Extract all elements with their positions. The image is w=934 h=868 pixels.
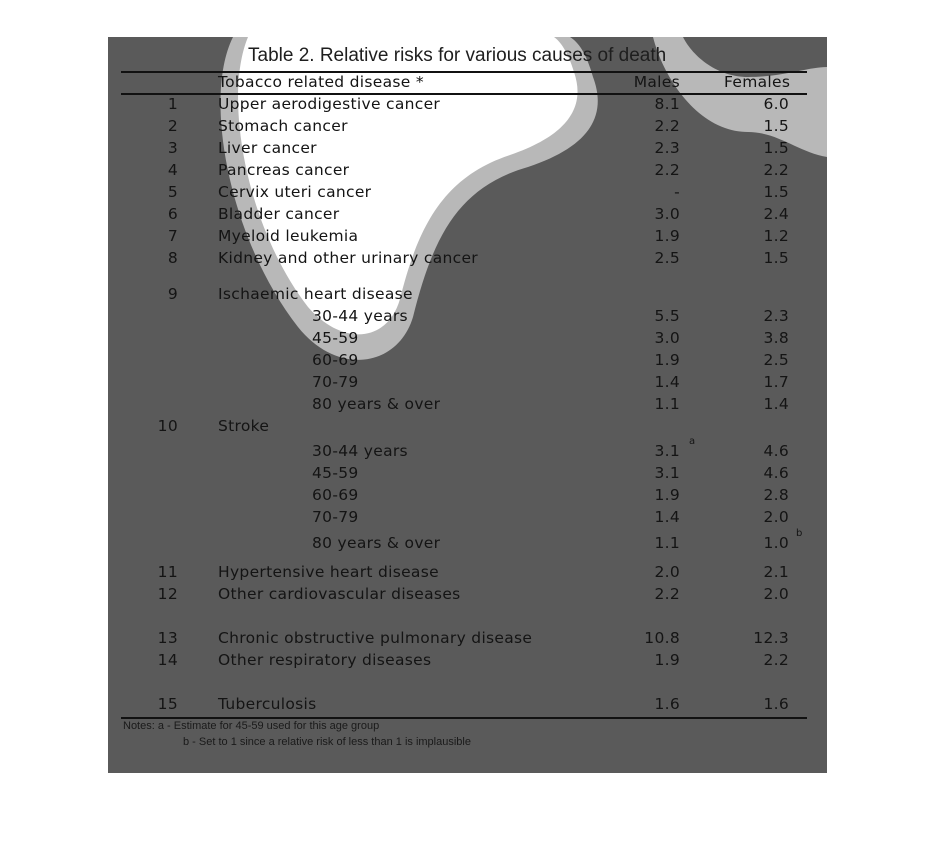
table-row xyxy=(108,563,827,585)
row-number: 15 xyxy=(157,695,178,713)
table-row xyxy=(108,436,827,464)
row-number: 8 xyxy=(167,249,178,267)
females-value: 1.5 xyxy=(763,117,789,135)
females-value: 1.6 xyxy=(763,695,789,713)
table-row xyxy=(108,373,827,395)
females-value: 3.8 xyxy=(763,329,789,347)
row-number: 11 xyxy=(157,563,178,581)
table-row xyxy=(108,508,827,530)
males-value: 2.5 xyxy=(654,249,680,267)
header-males: Males xyxy=(633,73,680,91)
row-age-group: 70-79 xyxy=(312,373,359,391)
males-value: - xyxy=(674,183,680,201)
males-value: 1.4 xyxy=(654,508,680,526)
row-age-group: 45-59 xyxy=(312,464,359,482)
males-value: 1.9 xyxy=(654,486,680,504)
row-label: Stomach cancer xyxy=(218,117,348,135)
males-value: 1.6 xyxy=(654,695,680,713)
row-label: Stroke xyxy=(218,417,270,435)
males-value: 8.1 xyxy=(654,95,680,113)
males-value: 10.8 xyxy=(644,629,680,647)
table-row xyxy=(108,183,827,205)
table-row xyxy=(108,464,827,486)
females-value: 4.6 xyxy=(763,464,789,482)
row-label: Myeloid leukemia xyxy=(218,227,359,245)
females-value: 1.5 xyxy=(763,183,789,201)
females-value: 1.2 xyxy=(763,227,789,245)
table-row xyxy=(108,395,827,417)
row-number: 12 xyxy=(157,585,178,603)
row-age-group: 80 years & over xyxy=(312,534,441,552)
row-number: 2 xyxy=(167,117,178,135)
table-row xyxy=(108,651,827,673)
females-value: 1.5 xyxy=(763,139,789,157)
row-label: Liver cancer xyxy=(218,139,317,157)
row-number: 4 xyxy=(167,161,178,179)
females-value: 1.7 xyxy=(763,373,789,391)
row-label: Ischaemic heart disease xyxy=(218,285,413,303)
females-value: 2.2 xyxy=(763,161,789,179)
row-number: 9 xyxy=(167,285,178,303)
females-value: 1.4 xyxy=(763,395,789,413)
table-row xyxy=(108,205,827,227)
table-row xyxy=(108,351,827,373)
males-value: 2.3 xyxy=(654,139,680,157)
row-label: Pancreas cancer xyxy=(218,161,350,179)
males-value: 3.0 xyxy=(654,329,680,347)
table-row xyxy=(108,285,827,307)
row-number: 7 xyxy=(167,227,178,245)
females-value: 2.8 xyxy=(763,486,789,504)
row-number: 10 xyxy=(157,417,178,435)
header-disease: Tobacco related disease * xyxy=(218,73,424,91)
row-label: Cervix uteri cancer xyxy=(218,183,372,201)
males-value: 2.2 xyxy=(654,117,680,135)
row-label: Kidney and other urinary cancer xyxy=(218,249,478,267)
row-label: Other cardiovascular diseases xyxy=(218,585,461,603)
row-label: Bladder cancer xyxy=(218,205,340,223)
males-value: 1.9 xyxy=(654,227,680,245)
females-value: 12.3 xyxy=(753,629,789,647)
note-b: b - Set to 1 since a relative risk of less than 1 is implausible xyxy=(183,736,471,748)
row-age-group: 60-69 xyxy=(312,351,359,369)
row-label: Upper aerodigestive cancer xyxy=(218,95,441,113)
document-panel xyxy=(108,37,827,773)
row-age-group: 30-44 years xyxy=(312,442,408,460)
table-title: Table 2. Relative risks for various causes of death xyxy=(248,45,667,66)
males-value: 1.4 xyxy=(654,373,680,391)
note-a: Notes: a - Estimate for 45-59 used for this age group xyxy=(123,720,380,732)
females-value: 1.0 xyxy=(763,534,789,552)
table-row xyxy=(108,695,827,717)
females-value: 2.5 xyxy=(763,351,789,369)
row-age-group: 80 years & over xyxy=(312,395,441,413)
table-row xyxy=(108,117,827,139)
table-row xyxy=(108,139,827,161)
row-label: Tuberculosis xyxy=(218,695,317,713)
row-number: 14 xyxy=(157,651,178,669)
row-label: Hypertensive heart disease xyxy=(218,563,439,581)
females-value: 2.1 xyxy=(763,563,789,581)
females-footnote-marker: b xyxy=(796,528,803,539)
females-value: 2.0 xyxy=(763,508,789,526)
row-label: Chronic obstructive pulmonary disease xyxy=(218,629,533,647)
table-row xyxy=(108,307,827,329)
bottom-rule xyxy=(121,717,807,719)
males-value: 1.9 xyxy=(654,651,680,669)
table-row xyxy=(108,486,827,508)
table-row xyxy=(108,249,827,271)
males-value: 2.2 xyxy=(654,161,680,179)
males-value: 3.0 xyxy=(654,205,680,223)
males-footnote-marker: a xyxy=(689,436,696,447)
table-header xyxy=(108,73,827,95)
header-females: Females xyxy=(724,73,791,91)
table-row xyxy=(108,95,827,117)
row-number: 6 xyxy=(167,205,178,223)
females-value: 2.4 xyxy=(763,205,789,223)
females-value: 2.0 xyxy=(763,585,789,603)
table-row xyxy=(108,417,827,439)
females-value: 6.0 xyxy=(763,95,789,113)
females-value: 1.5 xyxy=(763,249,789,267)
row-age-group: 60-69 xyxy=(312,486,359,504)
females-value: 2.2 xyxy=(763,651,789,669)
males-value: 1.1 xyxy=(654,395,680,413)
row-number: 3 xyxy=(167,139,178,157)
table-row xyxy=(108,161,827,183)
table-row xyxy=(108,227,827,249)
table-row xyxy=(108,329,827,351)
males-value: 1.1 xyxy=(654,534,680,552)
row-number: 13 xyxy=(157,629,178,647)
males-value: 3.1 xyxy=(654,464,680,482)
row-age-group: 30-44 years xyxy=(312,307,408,325)
males-value: 3.1 xyxy=(654,442,680,460)
row-number: 1 xyxy=(167,95,178,113)
males-value: 5.5 xyxy=(654,307,680,325)
males-value: 2.2 xyxy=(654,585,680,603)
table-row xyxy=(108,528,827,556)
row-age-group: 70-79 xyxy=(312,508,359,526)
row-number: 5 xyxy=(167,183,178,201)
row-label: Other respiratory diseases xyxy=(218,651,432,669)
males-value: 2.0 xyxy=(654,563,680,581)
males-value: 1.9 xyxy=(654,351,680,369)
females-value: 4.6 xyxy=(763,442,789,460)
table-row xyxy=(108,629,827,651)
table-row xyxy=(108,585,827,607)
females-value: 2.3 xyxy=(763,307,789,325)
row-age-group: 45-59 xyxy=(312,329,359,347)
